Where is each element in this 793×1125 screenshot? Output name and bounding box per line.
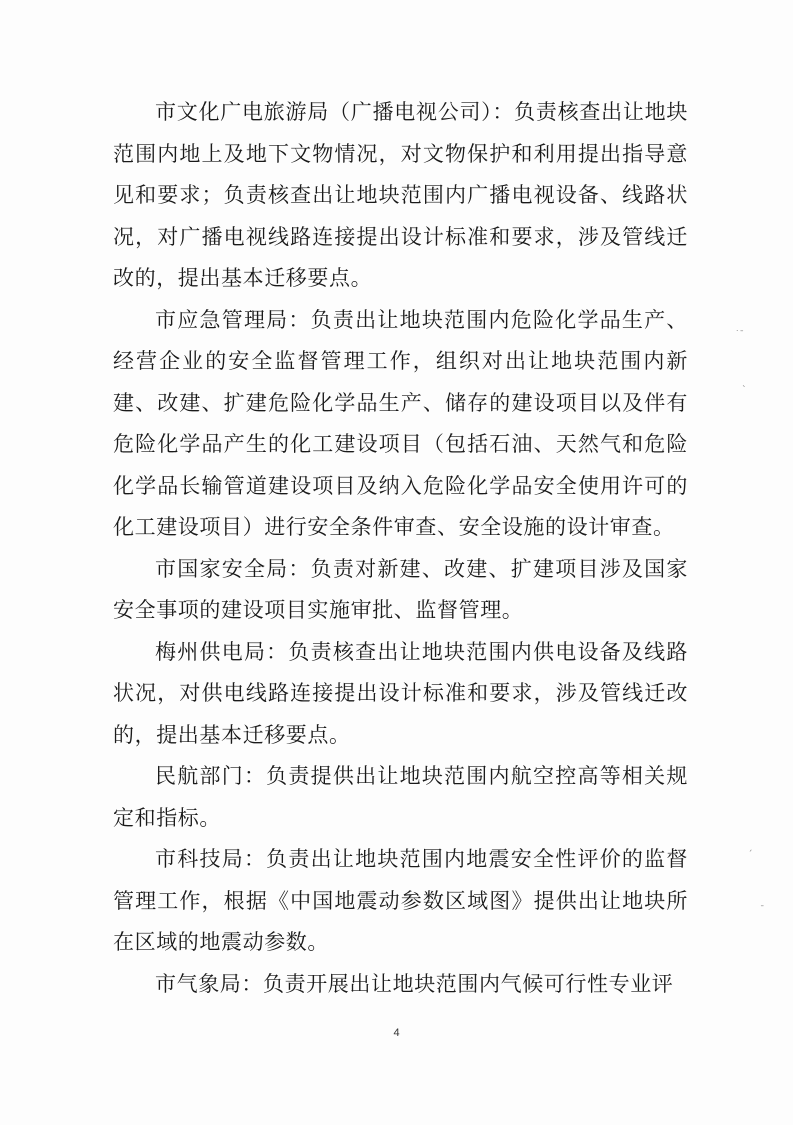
scan-speck: ˉ — [760, 905, 765, 915]
document-body — [113, 92, 688, 1005]
paragraph-emergency-bureau: 市应急管理局：负责出让地块范围内危险化学品生产、经营企业的安全监督管理工作，组织对出让地块范围内新建、改建、扩建危险化学品生产、储存的建设项目以及伴有危险化学品产生的化工建设项目（包括石油、天然气和危险化学品长输管道建设项目及纳入危险化学品安全使用许可的化工建设项目）进行安全条件审查、安全设施的设计审查。 — [113, 307, 688, 539]
scan-speck: ˎ — [742, 378, 747, 388]
paragraph-power-supply-bureau: 梅州供电局：负责核查出让地块范围内供电设备及线路状况，对供电线路连接提出设计标准和要求，涉及管线迁改的，提出基本迁移要点。 — [113, 639, 688, 747]
paragraph-meteorology-bureau: 市气象局：负责开展出让地块范围内气候可行性专业评 — [155, 971, 674, 996]
scan-speck: ˙ˉ — [735, 330, 744, 340]
paragraph-civil-aviation: 民航部门：负责提供出让地块范围内航空控高等相关规定和指标。 — [113, 764, 688, 830]
scan-speck: ˊ — [748, 850, 753, 860]
page-number: 4 — [393, 1027, 400, 1039]
paragraph-national-security-bureau: 市国家安全局：负责对新建、改建、扩建项目涉及国家安全事项的建设项目实施审批、监督管理。 — [113, 556, 688, 622]
paragraph-culture-bureau: 市文化广电旅游局（广播电视公司）：负责核查出让地块范围内地上及地下文物情况，对文物保护和利用提出指导意见和要求；负责核查出让地块范围内广播电视设备、线路状况，对广播电视线路连接提出设计标准和要求，涉及管线迁改的，提出基本迁移要点。 — [113, 100, 688, 290]
paragraph-science-bureau: 市科技局：负责出让地块范围内地震安全性评价的监督管理工作，根据《中国地震动参数区域图》提供出让地块所在区域的地震动参数。 — [113, 847, 688, 954]
